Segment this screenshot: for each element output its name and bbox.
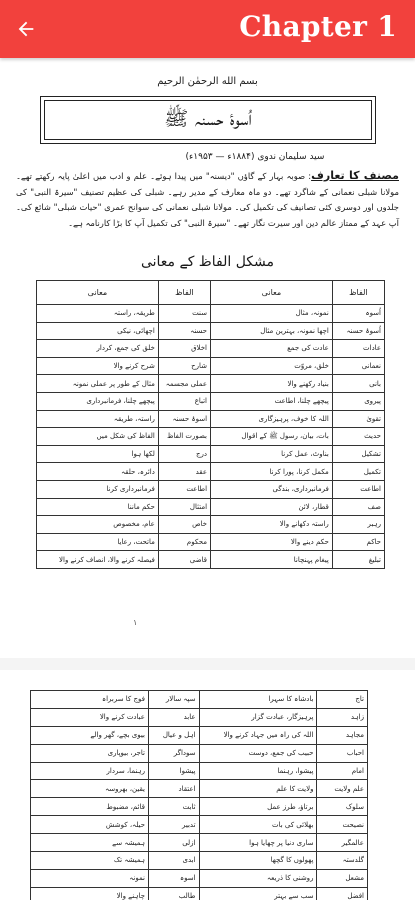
word-cell: اُسوہ: [332, 305, 384, 323]
document-page-2: [0, 670, 415, 900]
table-row: [37, 516, 385, 534]
word-cell: حاکم: [332, 533, 384, 551]
word-cell: تاج: [317, 691, 368, 709]
word-cell: اسوۂ حسنہ: [158, 410, 210, 428]
word-cell: رہبر: [332, 516, 384, 534]
word-cell: امام: [317, 762, 368, 780]
lesson-title-box: [40, 96, 376, 144]
meaning-cell: راستہ دکھانے والا: [211, 516, 333, 534]
table-row: [31, 798, 368, 816]
word-cell: مشعل: [317, 869, 368, 887]
table-row: [37, 463, 385, 481]
meaning-cell: مثال کے طور پر عملی نمونہ: [37, 375, 159, 393]
meaning-cell: پرہیزگار، عبادت گزار: [199, 708, 317, 726]
word-cell: ابدی: [148, 852, 199, 870]
table-row: [31, 762, 368, 780]
meaning-cell: ہمیشہ تک: [31, 852, 149, 870]
word-cell: حدیث: [332, 428, 384, 446]
bismillah-text: بسم الله الرحمٰن الرحیم: [157, 76, 258, 87]
table-row: [37, 551, 385, 569]
meaning-cell: اچھا نمونہ، بہترین مثال: [211, 322, 333, 340]
meaning-cell: دائرہ، حلقہ: [37, 463, 159, 481]
word-cell: اطاعت: [158, 480, 210, 498]
table-row: [37, 498, 385, 516]
table-row: [37, 445, 385, 463]
meaning-cell: راستہ، طریقہ: [37, 410, 159, 428]
word-cell: افضل: [317, 887, 368, 900]
word-cell: طالب: [148, 887, 199, 900]
document-page-1: [0, 58, 415, 658]
word-cell: درج: [158, 445, 210, 463]
meaning-cell: قطار، لائن: [211, 498, 333, 516]
word-cell: ازلی: [148, 834, 199, 852]
meaning-cell: فوج کا سربراہ: [31, 691, 149, 709]
meaning-cell: عام، مخصوص: [37, 516, 159, 534]
meaning-cell: بنیاد رکھنے والا: [211, 375, 333, 393]
vocab-table: [30, 690, 368, 900]
meaning-cell: رہنما، سردار: [31, 762, 149, 780]
meaning-cell: ولایت کا علم: [199, 780, 317, 798]
meaning-cell: مکمل کرنا، پورا کرنا: [211, 463, 333, 481]
table-row: [31, 726, 368, 744]
table-row: [37, 392, 385, 410]
table-row: [31, 691, 368, 709]
intro-body: : صوبہ بہار کے گاؤں "دیسنہ" میں پیدا ہوئے۔ علم و ادب میں اعلیٰ پایہ رکھتے تھے۔ مولانا شبلی نعمانی کے شاگرد تھے۔ دو ماہ معارف کے مدیر رہے۔ شبلی کی عظیم تصنیف "سیرۃ النبی" کی جلدوں اور دوسری کئی تصانیف کی تکمیل کی۔ مولانا شبلی نعمانی کی سوانح عمری "حیات شبلی" شائع کی۔ آپ عہد کے ممتاز عالم دین اور سیرت نگار تھے۔ "سیرۃ النبی" کی تکمیل آپ کا بڑا کارنامہ ہے۔: [16, 171, 399, 228]
app-bar: [0, 0, 415, 58]
meaning-cell: عبادت کرنے والا: [31, 708, 149, 726]
word-cell: ثابت: [148, 798, 199, 816]
vocab-table: [36, 280, 385, 569]
meaning-cell: قائم، مضبوط: [31, 798, 149, 816]
meaning-cell: روشنی کا ذریعہ: [199, 869, 317, 887]
word-cell: سلوک: [317, 798, 368, 816]
meaning-cell: پھولوں کا گچھا: [199, 852, 317, 870]
meaning-cell: یقین، بھروسہ: [31, 780, 149, 798]
meaning-cell: ماتحت، رعایا: [37, 533, 159, 551]
word-cell: تبلیغ: [332, 551, 384, 569]
meaning-cell: اچھائی، نیکی: [37, 322, 159, 340]
meaning-cell: فرمانبرداری، بندگی: [211, 480, 333, 498]
word-cell: عالمگیر: [317, 834, 368, 852]
meaning-cell: فرمانبرداری کرنا: [37, 480, 159, 498]
meaning-cell: حکم ماننا: [37, 498, 159, 516]
table-row: [31, 852, 368, 870]
meaning-cell: شرح کرنے والا: [37, 357, 159, 375]
meaning-cell: حبیب کی جمع، دوست: [199, 744, 317, 762]
meaning-cell: فیصلہ کرنے والا، انصاف کرنے والا: [37, 551, 159, 569]
word-cell: اہل و عیال: [148, 726, 199, 744]
meaning-cell: پیشوا، رہنما: [199, 762, 317, 780]
chapter-title: Chapter 1: [239, 10, 397, 43]
meaning-cell: بناوٹ، عمل کرنا: [211, 445, 333, 463]
arrow-left-icon: [15, 18, 37, 40]
back-button[interactable]: [8, 11, 44, 47]
word-cell: سپہ سالار: [148, 691, 199, 709]
table-row: [37, 480, 385, 498]
meaning-cell: اللہ کی راہ میں جہاد کرنے والا: [199, 726, 317, 744]
author-line: سید سلیمان ندوی (۱۸۸۴ء — ۱۹۵۳ء): [185, 152, 325, 162]
word-cell: امتثال: [158, 498, 210, 516]
table-row: [31, 744, 368, 762]
word-cell: سنت: [158, 305, 210, 323]
page-mark: ۱: [133, 618, 138, 627]
document-viewer[interactable]: [0, 58, 415, 900]
word-cell: عابد: [148, 708, 199, 726]
word-cell: شارح: [158, 357, 210, 375]
table-row: [37, 322, 385, 340]
table-row: [31, 816, 368, 834]
meaning-cell: برتاؤ، طرز عمل: [199, 798, 317, 816]
intro-lead: مصنف کا تعارف: [311, 169, 399, 182]
word-cell: عادات: [332, 340, 384, 358]
meaning-cell: ساری دنیا پر چھایا ہوا: [199, 834, 317, 852]
meaning-cell: بادشاہ کا سہرا: [199, 691, 317, 709]
table-row: [37, 375, 385, 393]
meaning-cell: حکم دینے والا: [211, 533, 333, 551]
meaning-cell: ہمیشہ سے: [31, 834, 149, 852]
vocab-header-row: [37, 281, 385, 305]
meaning-cell: پیغام پہنچانا: [211, 551, 333, 569]
word-cell: صف: [332, 498, 384, 516]
word-cell: اعتقاد: [148, 780, 199, 798]
table-row: [37, 533, 385, 551]
word-cell: محکوم: [158, 533, 210, 551]
word-cell: تدبیر: [148, 816, 199, 834]
word-cell: گلدستہ: [317, 852, 368, 870]
table-row: [31, 869, 368, 887]
table-row: [37, 428, 385, 446]
word-cell: بصورت الفاظ: [158, 428, 210, 446]
word-cell: اطاعت: [332, 480, 384, 498]
word-cell: اُسوۂ حسنہ: [332, 322, 384, 340]
header-meaning: معانی: [37, 281, 159, 305]
word-cell: قاضی: [158, 551, 210, 569]
meaning-cell: سب سے بہتر: [199, 887, 317, 900]
meaning-cell: لکھا ہوا: [37, 445, 159, 463]
meaning-cell: خلق کی جمع، کردار: [37, 340, 159, 358]
meaning-cell: الفاظ کی شکل میں: [37, 428, 159, 446]
word-cell: سوداگر: [148, 744, 199, 762]
word-cell: اتباع: [158, 392, 210, 410]
table-row: [31, 708, 368, 726]
vocab-heading: مشکل الفاظ کے معانی: [140, 254, 275, 270]
table-row: [37, 357, 385, 375]
meaning-cell: بھلائی کی بات: [199, 816, 317, 834]
word-cell: خاص: [158, 516, 210, 534]
word-cell: اخلاق: [158, 340, 210, 358]
author-intro: [16, 168, 399, 231]
word-cell: پیروی: [332, 392, 384, 410]
header-meaning: معانی: [211, 281, 333, 305]
header-word: الفاظ: [332, 281, 384, 305]
word-cell: بانی: [332, 375, 384, 393]
word-cell: حسنہ: [158, 322, 210, 340]
table-row: [37, 340, 385, 358]
word-cell: علم ولایت: [317, 780, 368, 798]
word-cell: تکمیل: [332, 463, 384, 481]
meaning-cell: بات، بیان، رسول ﷺ کے اقوال: [211, 428, 333, 446]
word-cell: اسوہ: [148, 869, 199, 887]
lesson-title: اُسوۂ حسنہ ﷺ: [164, 105, 252, 130]
word-cell: نصیحت: [317, 816, 368, 834]
word-cell: مجاہد: [317, 726, 368, 744]
meaning-cell: تاجر، بیوپاری: [31, 744, 149, 762]
table-row: [31, 834, 368, 852]
meaning-cell: پیچھے چلنا، فرمانبرداری: [37, 392, 159, 410]
meaning-cell: نمونہ: [31, 869, 149, 887]
word-cell: احباب: [317, 744, 368, 762]
table-row: [37, 305, 385, 323]
meaning-cell: حیلہ، کوشش: [31, 816, 149, 834]
meaning-cell: طریقہ، راستہ: [37, 305, 159, 323]
meaning-cell: نمونہ، مثال: [211, 305, 333, 323]
word-cell: عقد: [158, 463, 210, 481]
header-word: الفاظ: [158, 281, 210, 305]
word-cell: پیشوا: [148, 762, 199, 780]
word-cell: نعمانی: [332, 357, 384, 375]
word-cell: زاہد: [317, 708, 368, 726]
meaning-cell: اللہ کا خوف، پرہیزگاری: [211, 410, 333, 428]
word-cell: تشکیل: [332, 445, 384, 463]
meaning-cell: چاہنے والا: [31, 887, 149, 900]
table-row: [37, 410, 385, 428]
meaning-cell: پیچھے چلنا، اطاعت: [211, 392, 333, 410]
table-row: [31, 780, 368, 798]
meaning-cell: خلق، مروّت: [211, 357, 333, 375]
word-cell: عملی مجسمہ: [158, 375, 210, 393]
table-row: [31, 887, 368, 900]
meaning-cell: عادت کی جمع: [211, 340, 333, 358]
meaning-cell: بیوی بچے، گھر والے: [31, 726, 149, 744]
word-cell: تقویٰ: [332, 410, 384, 428]
